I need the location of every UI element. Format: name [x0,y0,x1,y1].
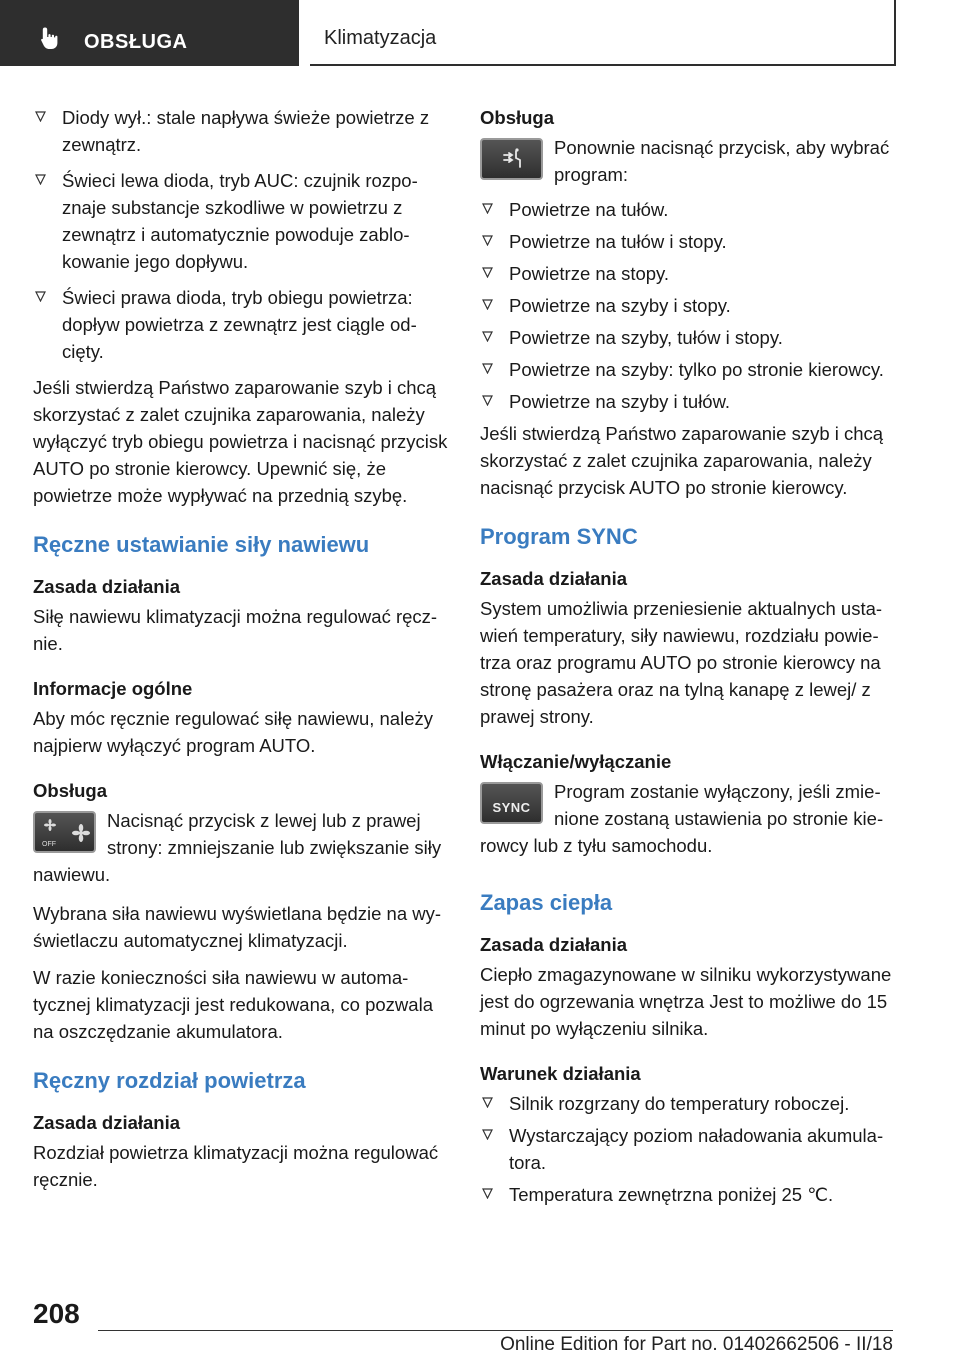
paragraph: Jeśli stwierdzą Państwo zaparowanie szyb i chcą skorzystać z zalet czujnika zaparowania, należy nacisnąć przycisk AUTO po stronie kierowcy. [480,423,884,498]
page-number: 208 [33,1298,80,1329]
triangle-bullet-icon [482,1097,493,1108]
list-item: Powietrze na stopy. [480,260,898,287]
paragraph: Jeśli stwierdzą Państwo zaparowanie szyb i chcą skorzystać z zalet czujnika zaparowania, należy wyłączyć tryb obiegu powietrza i nacisnąć przycisk AUTO po stronie kierowcy. Upewnić się, że powietrze może wypływać na przednią szybę. [33,377,448,506]
paragraph: System umożliwia przeniesienie aktualnych ustawień temperatury, siły nawiewu, rozdziału powietrza oraz programu AUTO po stronie kierowcy na stronę pasażera oraz na tylną kanapę z lewej/ z prawej strony. [480,598,883,727]
subheading: Obsługa [33,780,108,801]
footer-divider [98,1330,893,1331]
subheading: Zasada działania [33,576,181,597]
sync-control-block [480,778,898,859]
subheading: Informacje ogólne [33,678,193,699]
triangle-bullet-icon [482,299,493,310]
list-item: Silnik rozgrzany do temperatury roboczej. [480,1090,898,1117]
subheading: Zasada działania [480,934,628,955]
list-item: Temperatura zewnętrzna poniżej 25 ℃. [480,1181,898,1208]
subheading: Zasada działania [33,1112,181,1133]
list-item: Powietrze na szyby i stopy. [480,292,898,319]
triangle-bullet-icon [482,1129,493,1140]
list-item: Świeci lewa dioda, tryb AUC: czujnik rozpoznaje substancje szkodliwe w powietrzu z zewnątrz i automatycznie powoduje zablokowanie jego dopływu. [33,167,449,275]
sync-button-image [480,782,543,824]
paragraph: Program zostanie wyłączony, jeśli zmienione zostaną ustawienia po stronie kierowcy lub z tyłu samochodu. [480,781,884,856]
condition-list [480,1090,898,1208]
chapter-header [310,0,896,66]
fan-large-icon [72,824,90,842]
fan-small-icon [44,819,56,831]
heading-manual-distribution: Ręczny rozdział powietrza [33,1068,306,1093]
subheading: Włączanie/wyłączanie [480,751,672,772]
triangle-bullet-icon [482,1188,493,1199]
paragraph: Nacisnąć przycisk z lewej lub z prawej strony: zmniejszanie lub zwiększanie siły nawiewu. [33,810,442,885]
triangle-bullet-icon [482,395,493,406]
air-distribution-button-image [480,138,543,180]
heading-sync-program: Program SYNC [480,524,638,549]
triangle-bullet-icon [35,111,46,122]
paragraph: Ciepło zmagazynowane w silniku wykorzystywane jest do ogrzewania wnętrza Jest to możliwe do 15 minut po wyłączeniu silnika. [480,964,892,1039]
list-item: Świeci prawa dioda, tryb obiegu powietrza: dopływ powietrza z zewnątrz jest ciągle odcięty. [33,284,449,365]
sync-button-label: SYNC [492,800,531,815]
fan-control-block [33,807,449,888]
paragraph: Aby móc ręcznie regulować siłę nawiewu, należy najpierw wyłączyć program AUTO. [33,708,433,756]
left-column [33,104,449,1203]
hand-icon [40,26,62,50]
triangle-bullet-icon [482,267,493,278]
triangle-bullet-icon [482,363,493,374]
fan-speed-button-image [33,811,96,853]
right-column [480,104,898,1213]
triangle-bullet-icon [482,203,493,214]
triangle-bullet-icon [482,235,493,246]
section-label: OBSŁUGA [84,31,188,53]
triangle-bullet-icon [482,331,493,342]
air-distribution-control-block [480,134,898,188]
subheading: Warunek działania [480,1063,641,1084]
chapter-title: Klimatyzacja [324,27,437,49]
paragraph: Siłę nawiewu klimatyzacji można regulować ręcznie. [33,606,438,654]
list-item: Powietrze na szyby: tylko po stronie kierowcy. [480,356,898,383]
list-item: Powietrze na szyby i tułów. [480,388,898,415]
triangle-bullet-icon [35,291,46,302]
paragraph: Ponownie nacisnąć przycisk, aby wybrać program: [554,137,890,185]
led-bullet-list [33,104,449,365]
paragraph: W razie konieczności siła nawiewu w automatycznej klimatyzacji jest redukowana, co pozwala na oszczędzanie akumulatora. [33,967,433,1042]
list-item: Diody wył.: stale napływa świeże powietrze z zewnątrz. [33,104,449,158]
paragraph: Wybrana siła nawiewu wyświetlana będzie na wyświetlaczu automatycznej klimatyzacji. [33,903,442,951]
paragraph: Rozdział powietrza klimatyzacji można regulować ręcznie. [33,1142,439,1190]
list-item: Powietrze na tułów i stopy. [480,228,898,255]
list-item: Wystarczający poziom naładowania akumulatora. [480,1122,898,1176]
subheading: Obsługa [480,107,555,128]
section-tab [0,0,299,66]
subheading: Zasada działania [480,568,628,589]
off-label: OFF [42,841,56,848]
air-program-list [480,196,898,415]
footer-edition-text: Online Edition for Part no. 01402662506 - II/18 [500,1334,893,1355]
heading-heat-reserve: Zapas ciepła [480,890,613,915]
air-distribution-icon [502,148,526,170]
heading-manual-fan: Ręczne ustawianie siły nawiewu [33,532,370,557]
triangle-bullet-icon [35,174,46,185]
list-item: Powietrze na tułów. [480,196,898,223]
list-item: Powietrze na szyby, tułów i stopy. [480,324,898,351]
